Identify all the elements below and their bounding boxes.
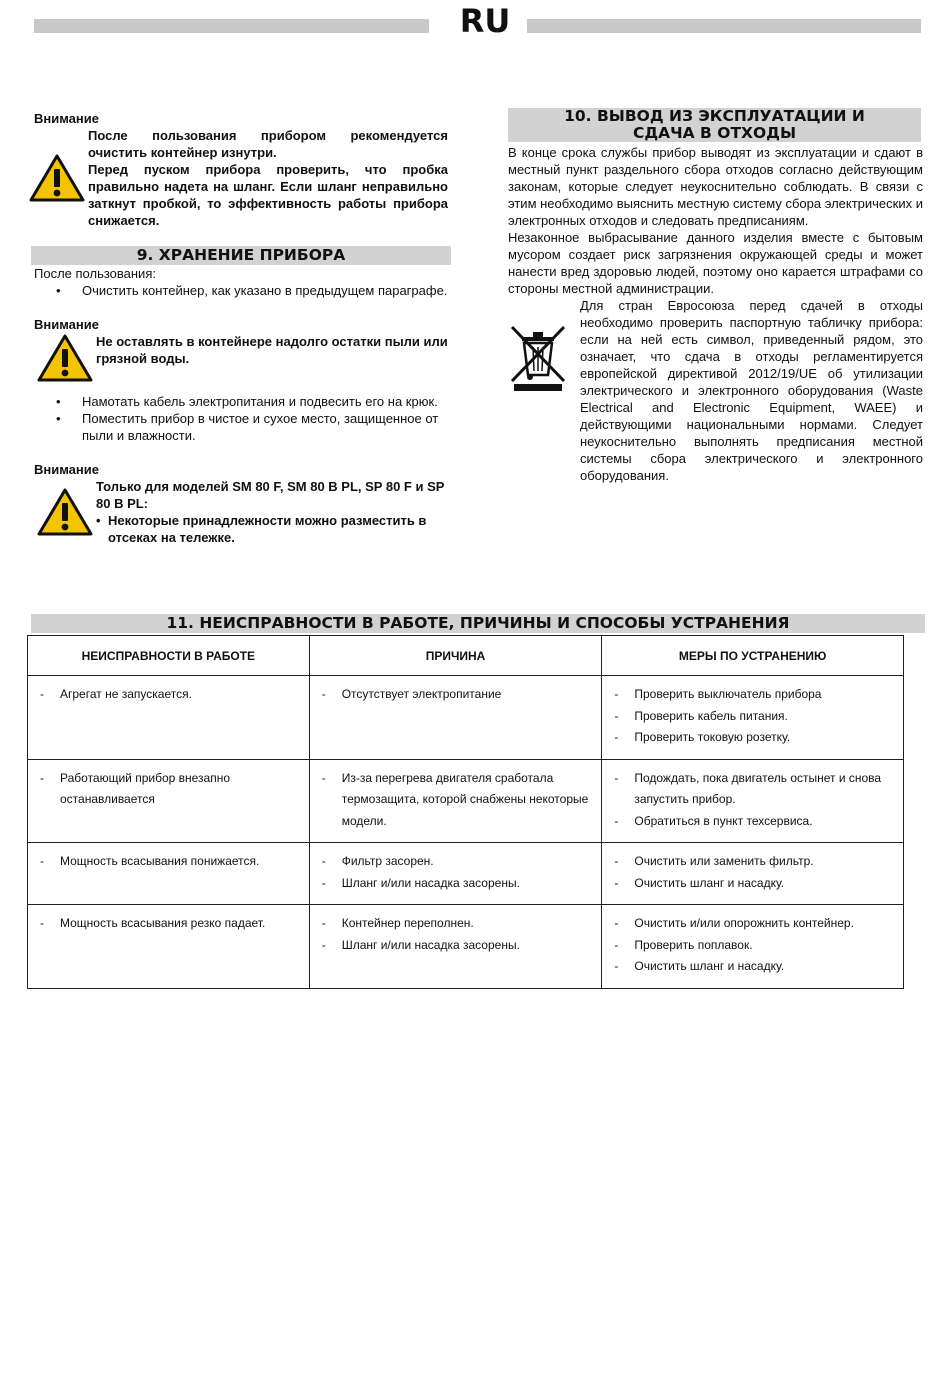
- section-9-title: 9. ХРАНЕНИЕ ПРИБОРА: [31, 246, 451, 265]
- list-item: • Очистить контейнер, как указано в предыдущем параграфе.: [34, 282, 448, 299]
- section-10-title: 10. ВЫВОД ИЗ ЭКСПЛУАТАЦИИ И СДАЧА В ОТХОДЫ: [508, 108, 921, 142]
- cause-text: - Шланг и/или насадка засорены.: [320, 935, 592, 957]
- left-column: [34, 110, 448, 546]
- fault-text: - Работающий прибор внезапно останавливается: [38, 768, 299, 811]
- remedy-text: - Обратиться в пункт техсервиса.: [612, 811, 893, 833]
- warning-triangle-icon: [34, 333, 96, 385]
- list-item: • Намотать кабель электропитания и подвесить его на крюк.: [34, 393, 440, 410]
- warning-block: Только для моделей SM 80 F, SM 80 B PL, SP 80 F и SP 80 B PL: • Некоторые принадлежности можно разместить в отсеках на тележке.: [34, 478, 448, 546]
- table-row: [28, 843, 904, 905]
- warning-heading: Внимание: [34, 111, 99, 126]
- warning-block: [26, 127, 448, 229]
- paragraph: В конце срока службы прибор выводят из эксплуатации и сдают в местный пункт раздельного сбора отходов согласно действующим законам, которые следует неукоснительно соблюдать. В связи с этим необходимо выяснить местную систему сбора электрических и электронных отходов и следовать предписаниям.: [508, 145, 923, 228]
- table-row: [28, 759, 904, 843]
- warning-heading: Внимание: [34, 317, 99, 332]
- table-header: НЕИСПРАВНОСТИ В РАБОТЕ: [28, 636, 310, 676]
- remedy-text: - Очистить или заменить фильтр.: [612, 851, 893, 873]
- section-11-title: 11. НЕИСПРАВНОСТИ В РАБОТЕ, ПРИЧИНЫ И СПОСОБЫ УСТРАНЕНИЯ: [31, 614, 925, 633]
- remedy-text: - Подождать, пока двигатель остынет и снова запустить прибор.: [612, 768, 893, 811]
- table-row: [28, 905, 904, 989]
- warning-text: После пользования прибором рекомендуется очистить контейнер изнутри.: [88, 128, 448, 160]
- fault-text: - Мощность всасывания понижается.: [38, 851, 299, 873]
- cause-text: - Из-за перегрева двигателя сработала термозащита, которой снабжены некоторые модели.: [320, 768, 592, 833]
- remedy-text: - Очистить и/или опорожнить контейнер.: [612, 913, 893, 935]
- warning-block: [34, 333, 448, 385]
- cause-text: - Фильтр засорен.: [320, 851, 592, 873]
- warning-triangle-icon: [26, 127, 88, 229]
- warning-bullet: Некоторые принадлежности можно разместить в отсеках на тележке.: [108, 513, 427, 545]
- paragraph: Для стран Евросоюза перед сдачей в отходы необходимо проверить паспортную табличку прибора: если на ней есть символ, приведенный рядом, это означает, что сдача в отходы регламентируется европейской директивой 2012/19/UE об утилизации электрического и электронного оборудования (Waste Electrical and Electronic Equipment, WAEE) и действующими национальными нормами. Следует неукоснительно выполнять предписания местной системы сбора электрического и электронного оборудования.: [580, 298, 923, 483]
- header-bar-right: [527, 19, 921, 33]
- remedy-text: - Очистить шланг и насадку.: [612, 956, 893, 978]
- warning-triangle-icon: [34, 478, 96, 546]
- language-code: RU: [459, 2, 511, 40]
- fault-text: - Мощность всасывания резко падает.: [38, 913, 299, 935]
- remedy-text: - Очистить шланг и насадку.: [612, 873, 893, 895]
- warning-text: Только для моделей SM 80 F, SM 80 B PL, SP 80 F и SP 80 B PL:: [96, 479, 445, 511]
- table-header: МЕРЫ ПО УСТРАНЕНИЮ: [602, 636, 904, 676]
- remedy-text: - Проверить токовую розетку.: [612, 727, 893, 749]
- table-row: [28, 676, 904, 760]
- warning-text: Не оставлять в контейнере надолго остатки пыли или грязной воды.: [96, 334, 448, 366]
- list-item: • Поместить прибор в чистое и сухое место, защищенное от пыли и влажности.: [34, 410, 440, 444]
- remedy-text: - Проверить кабель питания.: [612, 706, 893, 728]
- remedy-text: - Проверить выключатель прибора: [612, 684, 893, 706]
- table-header: ПРИЧИНА: [309, 636, 602, 676]
- warning-text: Перед пуском прибора проверить, что пробка правильно надета на шланг. Если шланг неправильно заткнут пробкой, то эффективность работы прибора снижается.: [88, 162, 448, 228]
- right-column: [508, 108, 923, 484]
- troubleshooting-table: [27, 635, 904, 989]
- cause-text: - Контейнер переполнен.: [320, 913, 592, 935]
- fault-text: - Агрегат не запускается.: [38, 684, 299, 706]
- remedy-text: - Проверить поплавок.: [612, 935, 893, 957]
- cause-text: - Отсутствует электропитание: [320, 684, 592, 706]
- header-bar-left: [34, 19, 429, 33]
- weee-bin-icon: [508, 297, 580, 484]
- paragraph: Незаконное выбрасывание данного изделия вместе с бытовым мусором создает риск загрязнения окружающей среды и может нанести вред здоровью людей, поэтому оно карается штрафами со стороны местной администрации.: [508, 230, 923, 296]
- section-9-intro: После пользования:: [34, 266, 156, 281]
- warning-heading: Внимание: [34, 462, 99, 477]
- cause-text: - Шланг и/или насадка засорены.: [320, 873, 592, 895]
